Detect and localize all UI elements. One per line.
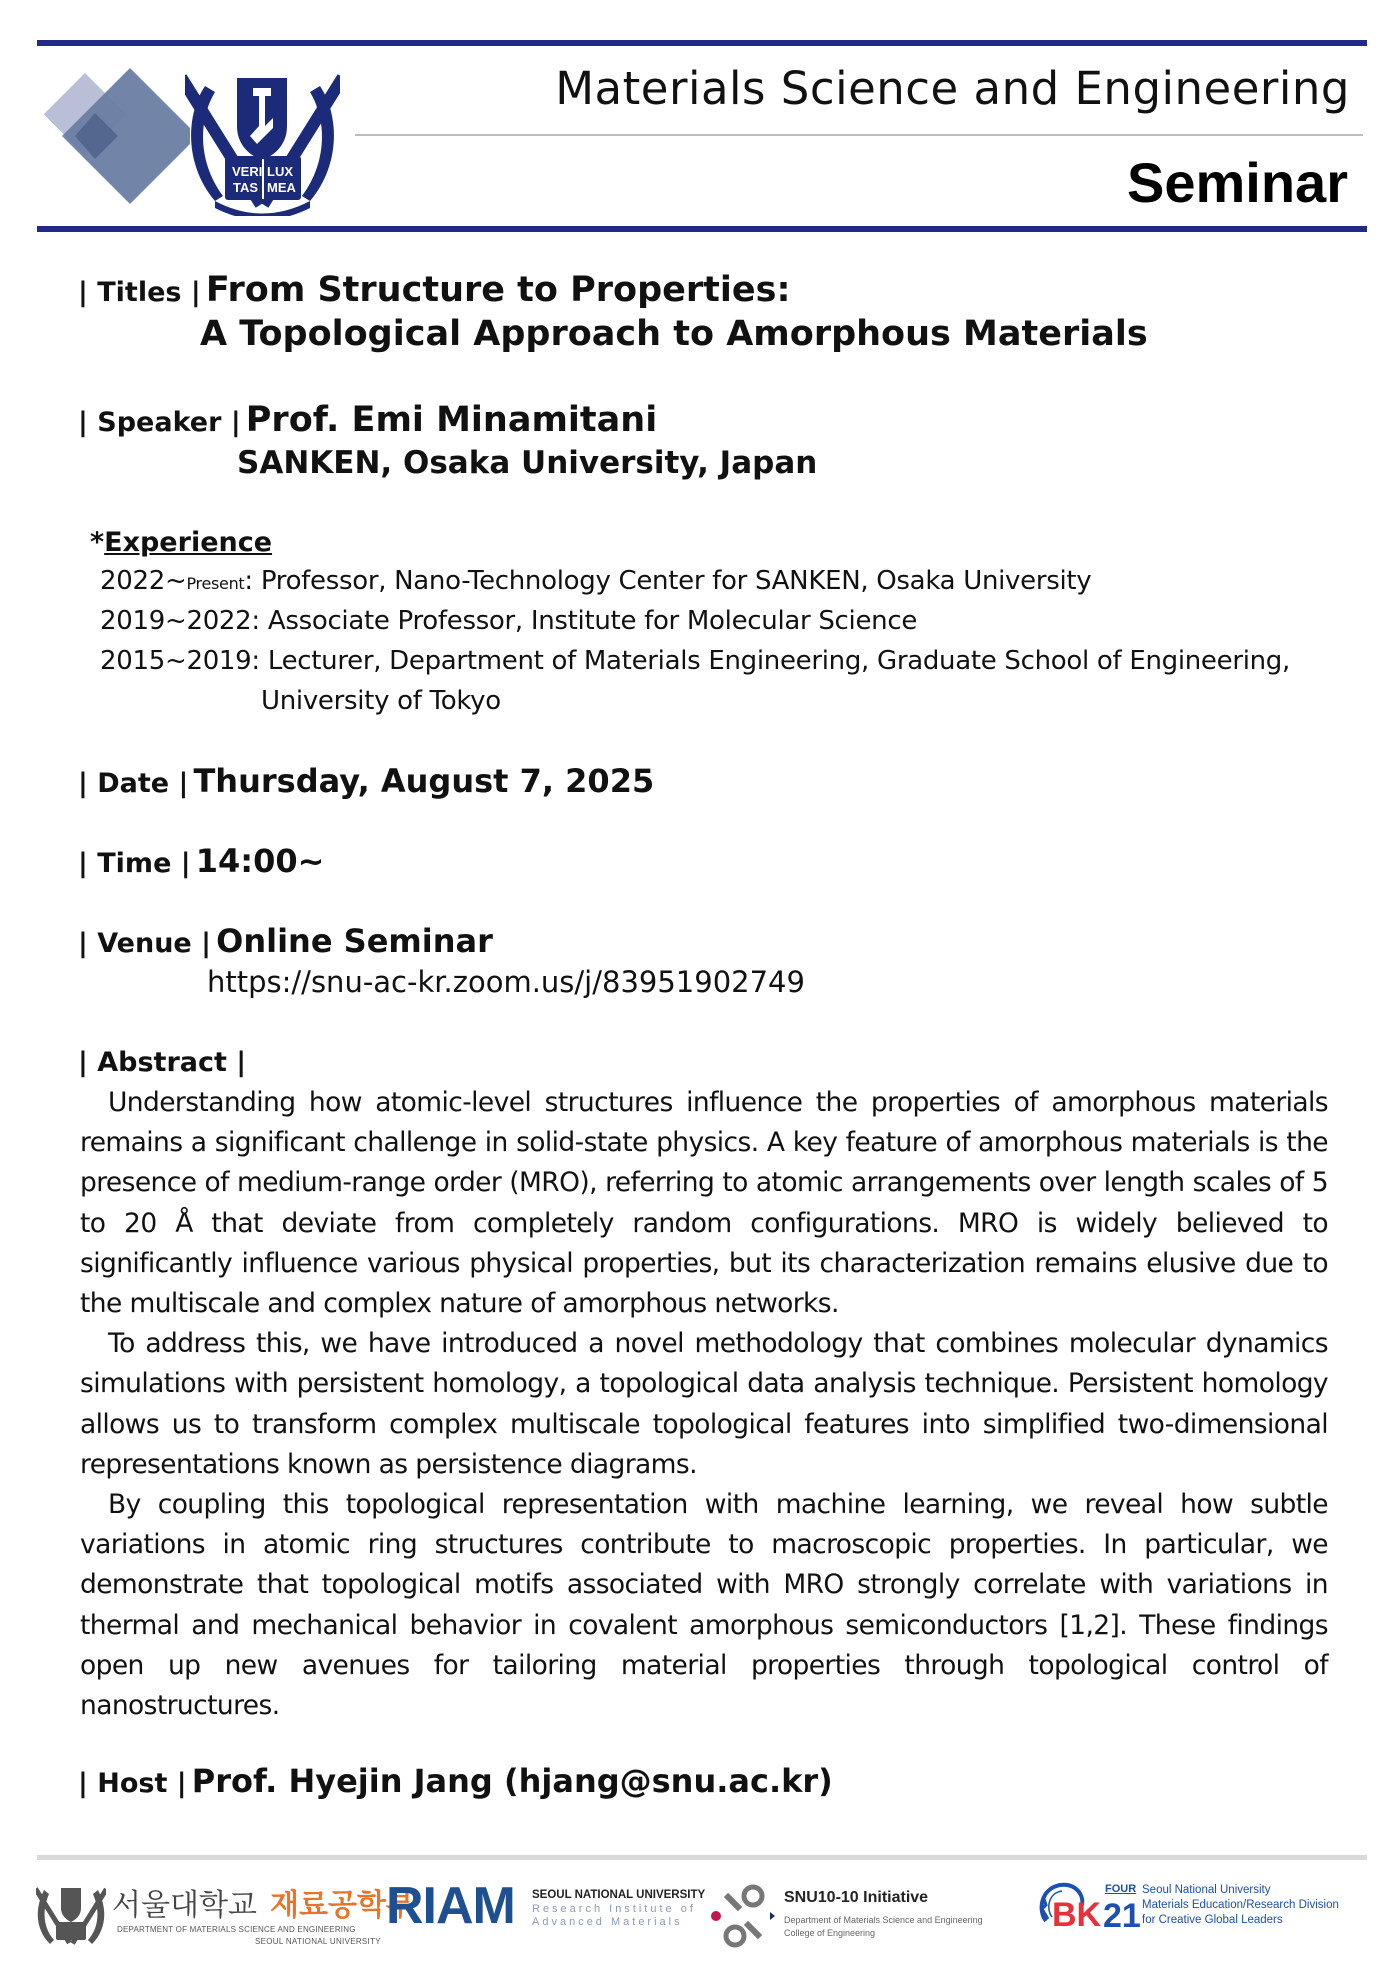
speaker-name: Prof. Emi Minamitani: [245, 400, 658, 440]
time-row: [78, 842, 324, 880]
experience-item: [100, 606, 917, 636]
title-line-2: A Topological Approach to Amorphous Materials: [200, 314, 1148, 354]
seminar-title: Seminar: [1127, 151, 1348, 214]
abstract-paragraph: To address this, we have introduced a novel methodology that combines molecular dynamics simulations with persistent homology, a topological data analysis technique. Persistent homology allows us to transform complex multiscale topological features into simplified two-dimensional representations known as persistence diagrams.: [80, 1328, 1328, 1480]
title-line-1: From Structure to Properties:: [205, 270, 791, 310]
venue-zoom-link[interactable]: https://snu-ac-kr.zoom.us/j/83951902749: [207, 965, 805, 999]
riam-logo: RIAM: [386, 1877, 515, 1935]
experience-years: 2015~2019: [100, 646, 252, 676]
speaker-label: | Speaker |: [78, 407, 241, 438]
date-label: | Date |: [78, 768, 189, 799]
experience-years-present: Present: [186, 574, 245, 593]
riam-university: SEOUL NATIONAL UNIVERSITY: [532, 1889, 706, 1901]
snu-crest-logo-icon: [185, 56, 340, 216]
bk21-bk: BK: [1052, 1896, 1102, 1934]
venue-value: Online Seminar: [216, 922, 493, 960]
experience-sep: :: [251, 606, 260, 636]
riam-line1: Research Institute of: [532, 1903, 696, 1915]
snu1010-symbol-icon: [708, 1880, 778, 1950]
snu-korean-name: 서울대학교: [112, 1888, 257, 1923]
experience-star: *: [90, 527, 105, 558]
experience-role: Associate Professor, Institute for Molecular Science: [259, 606, 918, 636]
experience-sep: :: [251, 646, 260, 676]
header-top-bar: [37, 40, 1367, 46]
experience-heading-text: Experience: [104, 527, 273, 558]
venue-row: [78, 922, 493, 960]
abstract-paragraph: By coupling this topological representation with machine learning, we reveal how subtle variations in atomic ring structures contribute to macroscopic properties. In particular, we demonstrate that topological motifs associated with MRO strongly correlate with variations in thermal and mechanical behavior in covalent amorphous semiconductors [1,2]. These findings open up new avenues for tailoring material properties through topological control of nanostructures.: [80, 1489, 1328, 1722]
titles-row: [78, 270, 790, 310]
titles-label: | Titles |: [78, 277, 201, 308]
time-label: | Time |: [78, 848, 191, 879]
department-title: Materials Science and Engineering: [555, 62, 1350, 115]
bk21-line1: Seoul National University: [1142, 1884, 1271, 1896]
speaker-affiliation: SANKEN, Osaka University, Japan: [237, 445, 818, 481]
header-bottom-bar: [37, 226, 1367, 232]
experience-years: 2019~2022: [100, 606, 252, 636]
experience-sep: :: [244, 566, 253, 596]
bk21-four: FOUR: [1105, 1883, 1137, 1895]
abstract-body: [80, 1083, 1328, 1726]
footer-divider: [37, 1855, 1367, 1860]
experience-item: [100, 646, 1290, 676]
speaker-row: [78, 400, 657, 440]
crest-text-lux: LUX: [267, 164, 293, 179]
mse-korean-name: 재료공학부: [270, 1888, 415, 1923]
experience-years: 2022~: [100, 566, 187, 596]
crest-text-mea: MEA: [267, 180, 296, 195]
snu1010-title: SNU10-10 Initiative: [784, 1889, 929, 1906]
abstract-paragraph: Understanding how atomic-level structures influence the properties of amorphous materials remains a significant challenge in solid-state physics. A key feature of amorphous materials is the presence of medium-range order (MRO), referring to atomic arrangements over length scales of 5 to 20 Å that deviate from completely random configurations. MRO is widely believed to significantly influence various physical properties, but its characterization remains elusive due to the multiscale and complex nature of amorphous networks.: [80, 1087, 1328, 1320]
experience-role-continuation: University of Tokyo: [261, 686, 501, 716]
snu-english-name: SEOUL NATIONAL UNIVERSITY: [255, 1937, 381, 1946]
bk21-line3: for Creative Global Leaders: [1142, 1914, 1283, 1926]
crest-text-veri: VERI: [232, 164, 263, 179]
bk21-line2: Materials Education/Research Division: [1142, 1899, 1339, 1911]
abstract-row: [78, 1047, 246, 1078]
date-row: [78, 762, 654, 800]
time-value: 14:00~: [195, 842, 325, 880]
snu1010-line1: Department of Materials Science and Engineering: [784, 1915, 983, 1925]
experience-heading: [90, 527, 272, 558]
bk21-number: 21: [1103, 1897, 1141, 1935]
diamond-decoration-icon: [40, 60, 190, 210]
crest-text-tas: TAS: [233, 180, 259, 195]
experience-item: [100, 566, 1091, 596]
mse-english-name: DEPARTMENT OF MATERIALS SCIENCE AND ENGINEERING: [117, 1925, 356, 1934]
riam-line2: Advanced Materials: [532, 1916, 683, 1928]
host-label: | Host |: [78, 1768, 187, 1799]
date-value: Thursday, August 7, 2025: [193, 762, 655, 800]
host-row: [78, 1762, 833, 1800]
snu-crest-gray-icon: [36, 1878, 106, 1950]
experience-role: Professor, Nano-Technology Center for SANKEN, Osaka University: [252, 566, 1092, 596]
snu1010-line2: College of Engineering: [784, 1928, 876, 1938]
host-value: Prof. Hyejin Jang (hjang@snu.ac.kr): [191, 1762, 833, 1800]
venue-label: | Venue |: [78, 928, 212, 959]
header-divider: [355, 134, 1363, 136]
experience-role: Lecturer, Department of Materials Engineering, Graduate School of Engineering,: [259, 646, 1290, 676]
abstract-label: | Abstract |: [78, 1047, 247, 1078]
